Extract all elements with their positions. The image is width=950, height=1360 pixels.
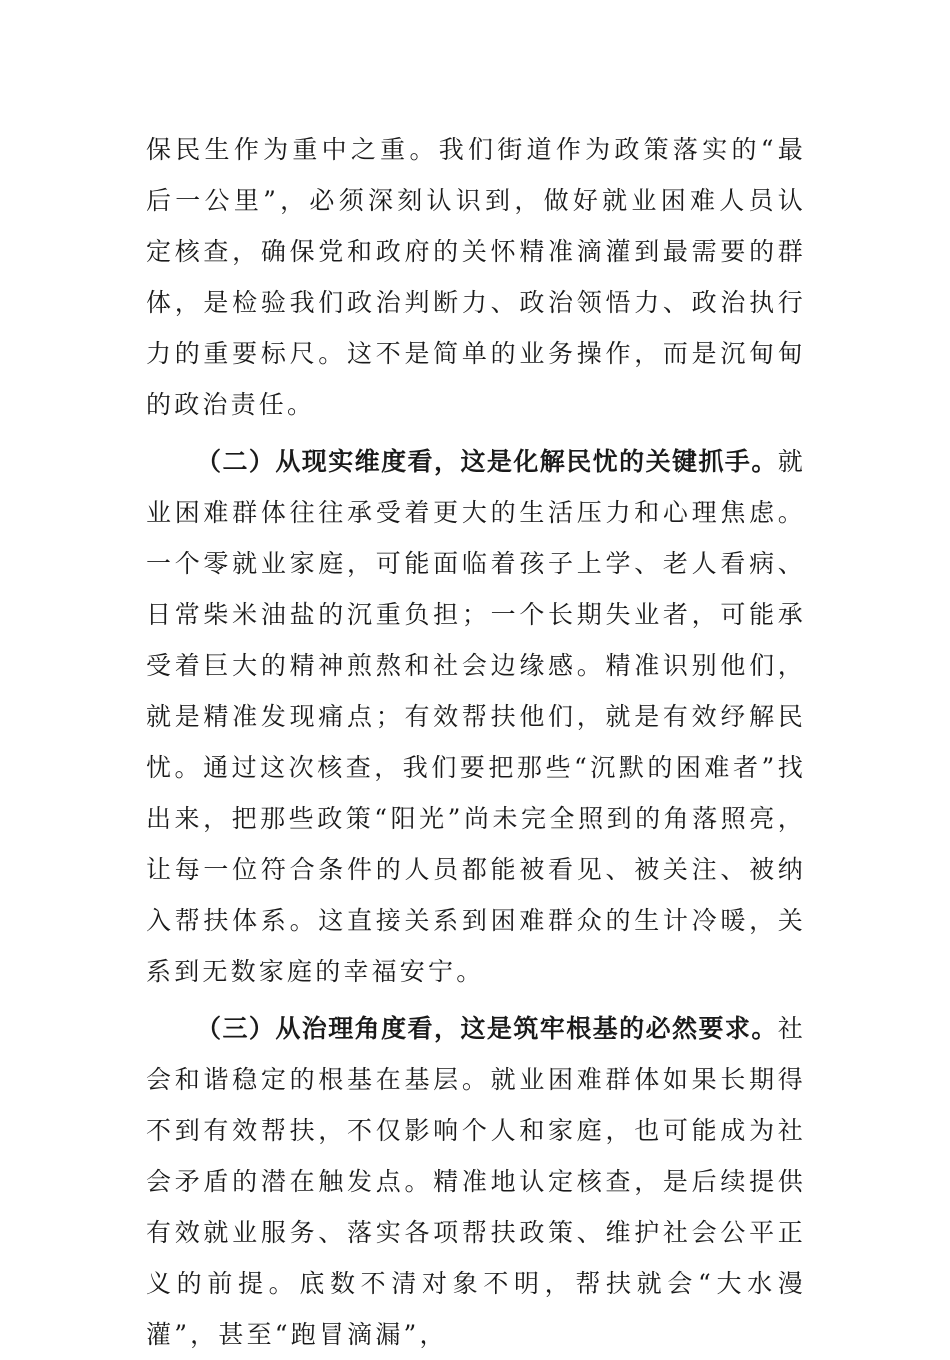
paragraph-section-2 [146, 436, 806, 997]
paragraph-text: 就业困难群体往往承受着更大的生活压力和心理焦虑。一个零就业家庭，可能面临着孩子上学、老人看病、日常柴米油盐的沉重负担；一个长期失业者，可能承受着巨大的精神煎熬和社会边缘感。精准识别他们，就是精准发现痛点；有效帮扶他们，就是有效纾解民忧。通过这次核查，我们要把那些“沉默的困难者”找出来，把那些政策“阳光”尚未完全照到的角落照亮，让每一位符合条件的人员都能被看见、被关注、被纳入帮扶体系。这直接关系到困难群众的生计冷暖，关系到无数家庭的幸福安宁。 [146, 447, 806, 986]
section-heading-3: （三）从治理角度看，这是筑牢根基的必然要求。 [196, 1014, 778, 1043]
document-body [146, 124, 806, 1360]
paragraph-section-3 [146, 1003, 806, 1360]
paragraph-text: 社会和谐稳定的根基在基层。就业困难群体如果长期得不到有效帮扶，不仅影响个人和家庭，也可能成为社会矛盾的潜在触发点。精准地认定核查，是后续提供有效就业服务、落实各项帮扶政策、维护社会公平正义的前提。底数不清对象不明，帮扶就会“大水漫灌”，甚至“跑冒滴漏”， [146, 1014, 806, 1349]
section-heading-2: （二）从现实维度看，这是化解民忧的关键抓手。 [196, 447, 778, 476]
paragraph-continuation [146, 124, 806, 430]
paragraph-text: 保民生作为重中之重。我们街道作为政策落实的“最后一公里”，必须深刻认识到，做好就业困难人员认定核查，确保党和政府的关怀精准滴灌到最需要的群体，是检验我们政治判断力、政治领悟力、政治执行力的重要标尺。这不是简单的业务操作，而是沉甸甸的政治责任。 [146, 135, 806, 419]
